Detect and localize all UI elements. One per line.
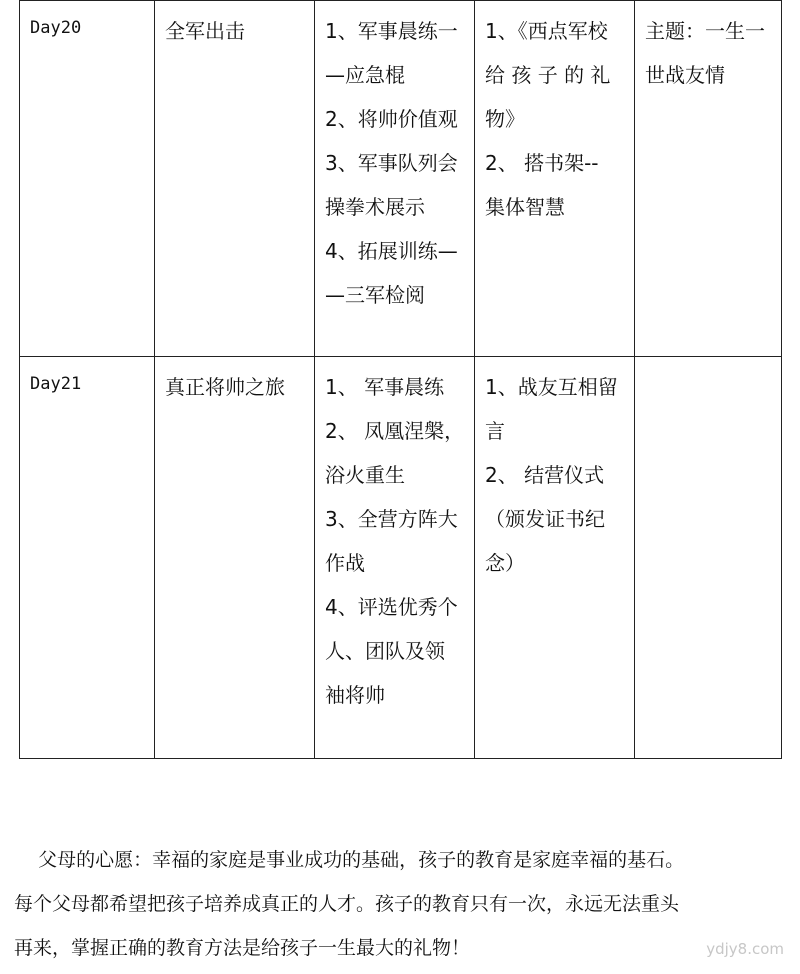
table-row <box>20 1 782 357</box>
cell-line: 4、拓展训练— <box>325 239 458 263</box>
cell-line: 操拳术展示 <box>325 195 425 219</box>
cell-line: 浴火重生 <box>325 463 405 487</box>
evening-cell <box>475 357 635 759</box>
cell-line: 人、团队及领 <box>325 639 445 663</box>
cell-line: 2、 凤凰涅槃， <box>325 419 465 443</box>
theme-cell <box>635 357 782 759</box>
cell-line: 作战 <box>325 551 365 575</box>
activities-cell <box>315 357 475 759</box>
cell-line: 主题：一生一 <box>645 19 765 43</box>
cell-line: 4、评选优秀个 <box>325 595 458 619</box>
activities-cell <box>315 1 475 357</box>
paragraph-line: 每个父母都希望把孩子培养成真正的人才。孩子的教育只有一次，永远无法重头 <box>14 893 680 915</box>
cell-line: 袖将帅 <box>325 683 385 707</box>
cell-line: 念） <box>485 551 525 575</box>
cell-line: 1、军事晨练一 <box>325 19 458 43</box>
cell-line: 2、 搭书架-- <box>485 151 599 175</box>
cell-line: 1、 军事晨练 <box>325 375 445 399</box>
schedule-table <box>19 0 782 759</box>
cell-line: 给 孩 子 的 礼 <box>485 63 611 87</box>
day-cell: Day20 <box>20 1 155 357</box>
cell-line: 言 <box>485 419 505 443</box>
cell-line: 3、军事队列会 <box>325 151 458 175</box>
cell-line: 集体智慧 <box>485 195 565 219</box>
title-cell: 真正将帅之旅 <box>155 357 315 759</box>
cell-line: 3、全营方阵大 <box>325 507 458 531</box>
theme-cell <box>635 1 782 357</box>
paragraph-line: 再来，掌握正确的教育方法是给孩子一生最大的礼物！ <box>14 937 471 959</box>
cell-line: （颁发证书纪 <box>485 507 605 531</box>
cell-line: 物》 <box>485 107 525 131</box>
cell-line: —三军检阅 <box>325 283 425 307</box>
cell-line: 1、战友互相留 <box>485 375 618 399</box>
cell-line: 2、将帅价值观 <box>325 107 458 131</box>
paragraph-line: 父母的心愿：幸福的家庭是事业成功的基础，孩子的教育是家庭幸福的基石。 <box>14 849 685 871</box>
title-cell: 全军出击 <box>155 1 315 357</box>
day-cell: Day21 <box>20 357 155 759</box>
watermark: ydjy8.com <box>706 940 784 958</box>
cell-line: —应急棍 <box>325 63 405 87</box>
evening-cell <box>475 1 635 357</box>
cell-line: 2、 结营仪式 <box>485 463 605 487</box>
cell-line: 世战友情 <box>645 63 725 87</box>
closing-paragraph <box>14 838 786 970</box>
table-row <box>20 357 782 759</box>
cell-line: 1、《西点军校 <box>485 19 608 43</box>
